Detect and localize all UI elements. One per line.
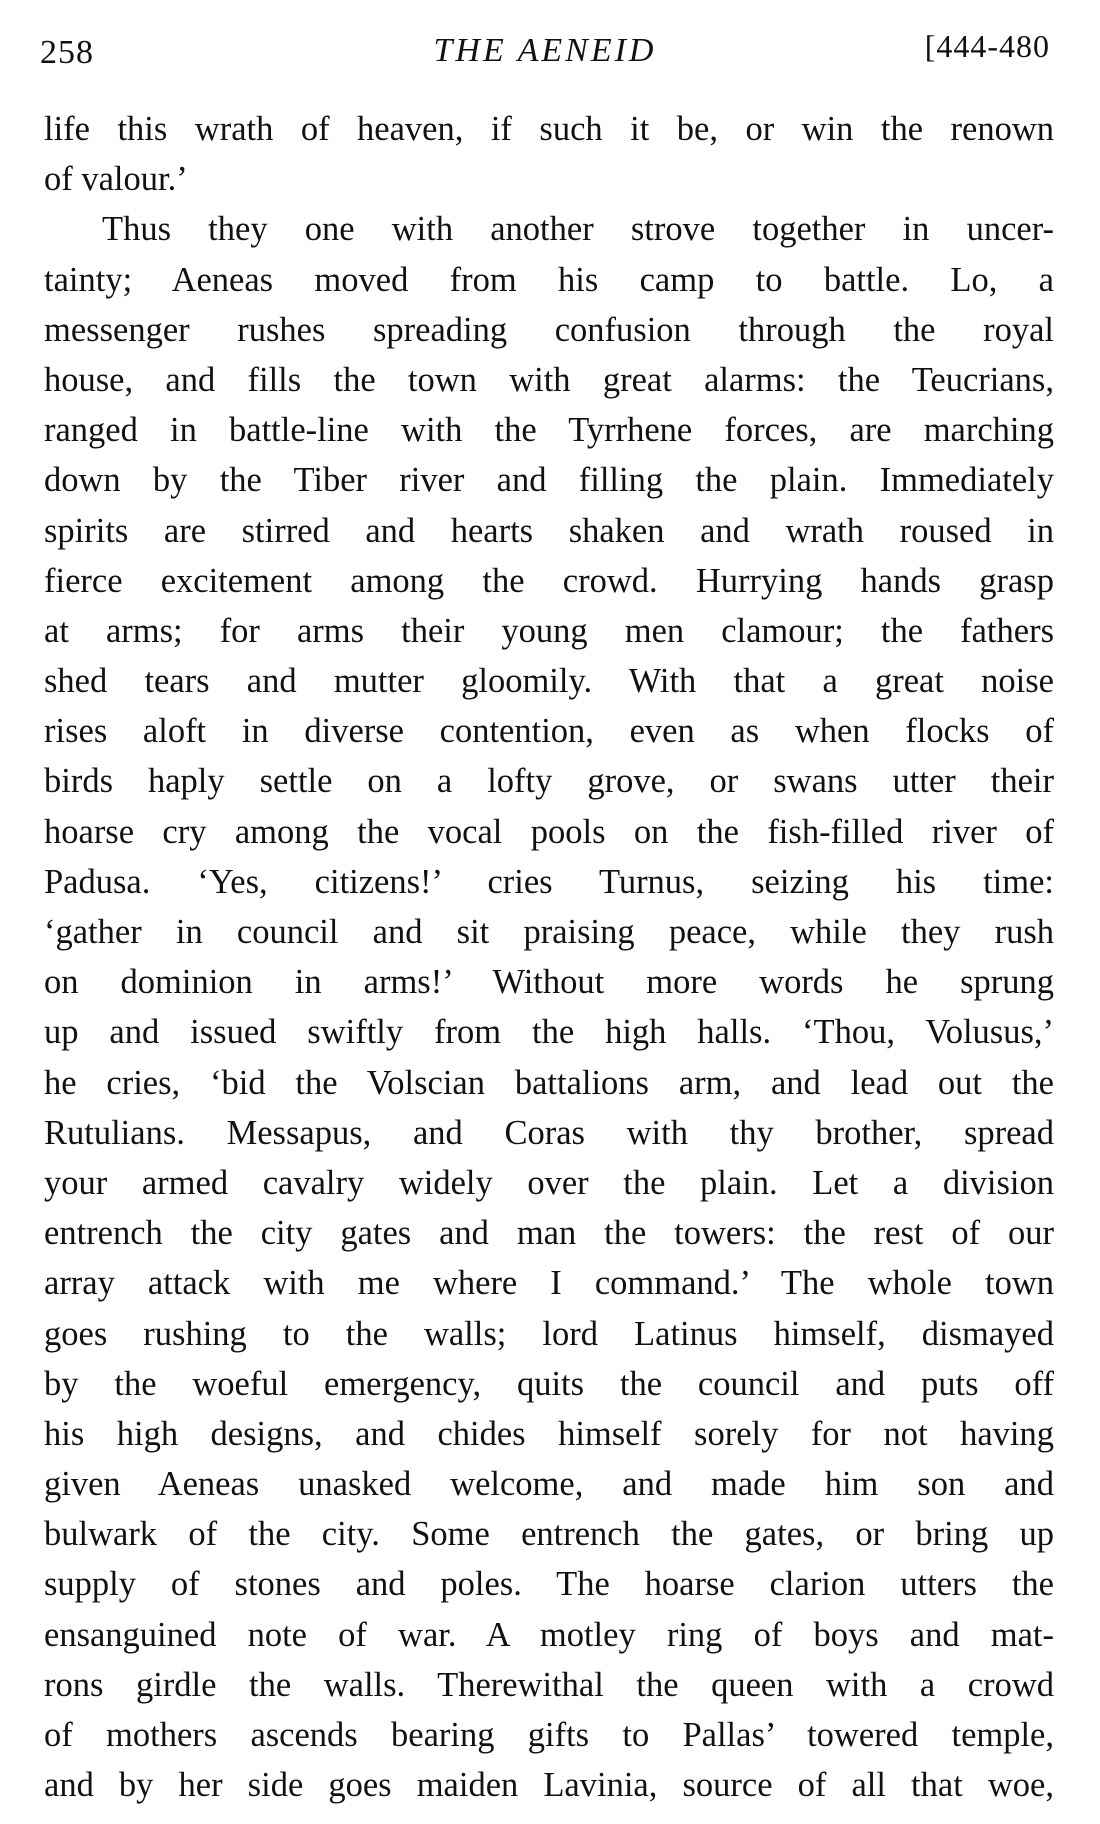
text-line: life this wrath of heaven, if such it be, or win the renown xyxy=(44,110,1054,148)
text-line: house, and fills the town with great alarms: the Teucrians, xyxy=(44,360,1054,399)
text-line: ‘gather in council and sit praising peace, while they rush xyxy=(44,913,1054,951)
body-text xyxy=(44,104,1054,1810)
text-line: messenger rushes spreading confusion through the royal xyxy=(44,310,1054,349)
text-line: ranged in battle-line with the Tyrrhene forces, are marching xyxy=(44,411,1054,450)
text-line: birds haply settle on a lofty grove, or swans utter their xyxy=(44,762,1054,801)
text-line: he cries, ‘bid the Volscian battalions arm, and lead out the xyxy=(44,1063,1054,1102)
text-line: tainty; Aeneas moved from his camp to battle. Lo, a xyxy=(44,260,1054,299)
text-line: of mothers ascends bearing gifts to Pallas’ towered temple, xyxy=(44,1716,1054,1754)
text-line: entrench the city gates and man the towers: the rest of our xyxy=(44,1214,1054,1253)
text-line: array attack with me where I command.’ The whole town xyxy=(44,1264,1054,1303)
page-number: 258 xyxy=(40,34,94,71)
text-line: bulwark of the city. Some entrench the gates, or bring up xyxy=(44,1515,1054,1554)
text-line: and by her side goes maiden Lavinia, source of all that woe, xyxy=(44,1766,1054,1805)
text-line: Padusa. ‘Yes, citizens!’ cries Turnus, seizing his time: xyxy=(44,862,1054,901)
text-line: given Aeneas unasked welcome, and made him son and xyxy=(44,1465,1054,1504)
text-line: supply of stones and poles. The hoarse clarion utters the xyxy=(44,1565,1054,1604)
text-line: Thus they one with another strove together in uncer- xyxy=(102,210,1054,249)
text-line: shed tears and mutter gloomily. With that a great noise xyxy=(44,662,1054,701)
text-line: spirits are stirred and hearts shaken and wrath roused in xyxy=(44,511,1054,550)
text-line: hoarse cry among the vocal pools on the fish-filled river of xyxy=(44,812,1054,851)
text-line: up and issued swiftly from the high halls. ‘Thou, Volusus,’ xyxy=(44,1013,1054,1052)
text-line: ensanguined note of war. A motley ring of boys and mat- xyxy=(44,1615,1054,1654)
text-line: goes rushing to the walls; lord Latinus himself, dismayed xyxy=(44,1314,1054,1353)
page-header xyxy=(40,24,1050,74)
text-line: by the woeful emergency, quits the council and puts off xyxy=(44,1364,1054,1403)
text-line: fierce excitement among the crowd. Hurrying hands grasp xyxy=(44,561,1054,600)
running-title: THE AENEID xyxy=(433,32,657,69)
text-line: your armed cavalry widely over the plain. Let a division xyxy=(44,1163,1054,1202)
text-line: at arms; for arms their young men clamour; the fathers xyxy=(44,611,1054,650)
text-line: down by the Tiber river and filling the plain. Immediately xyxy=(44,461,1054,500)
text-line: Rutulians. Messapus, and Coras with thy brother, spread xyxy=(44,1113,1054,1152)
line-range: [444-480 xyxy=(924,28,1050,64)
text-line: his high designs, and chides himself sorely for not having xyxy=(44,1414,1054,1453)
text-line: on dominion in arms!’ Without more words he sprung xyxy=(44,963,1054,1002)
text-line: of valour.’ xyxy=(44,160,188,199)
text-line: rises aloft in diverse contention, even as when flocks of xyxy=(44,712,1054,751)
text-line: rons girdle the walls. Therewithal the queen with a crowd xyxy=(44,1665,1054,1704)
